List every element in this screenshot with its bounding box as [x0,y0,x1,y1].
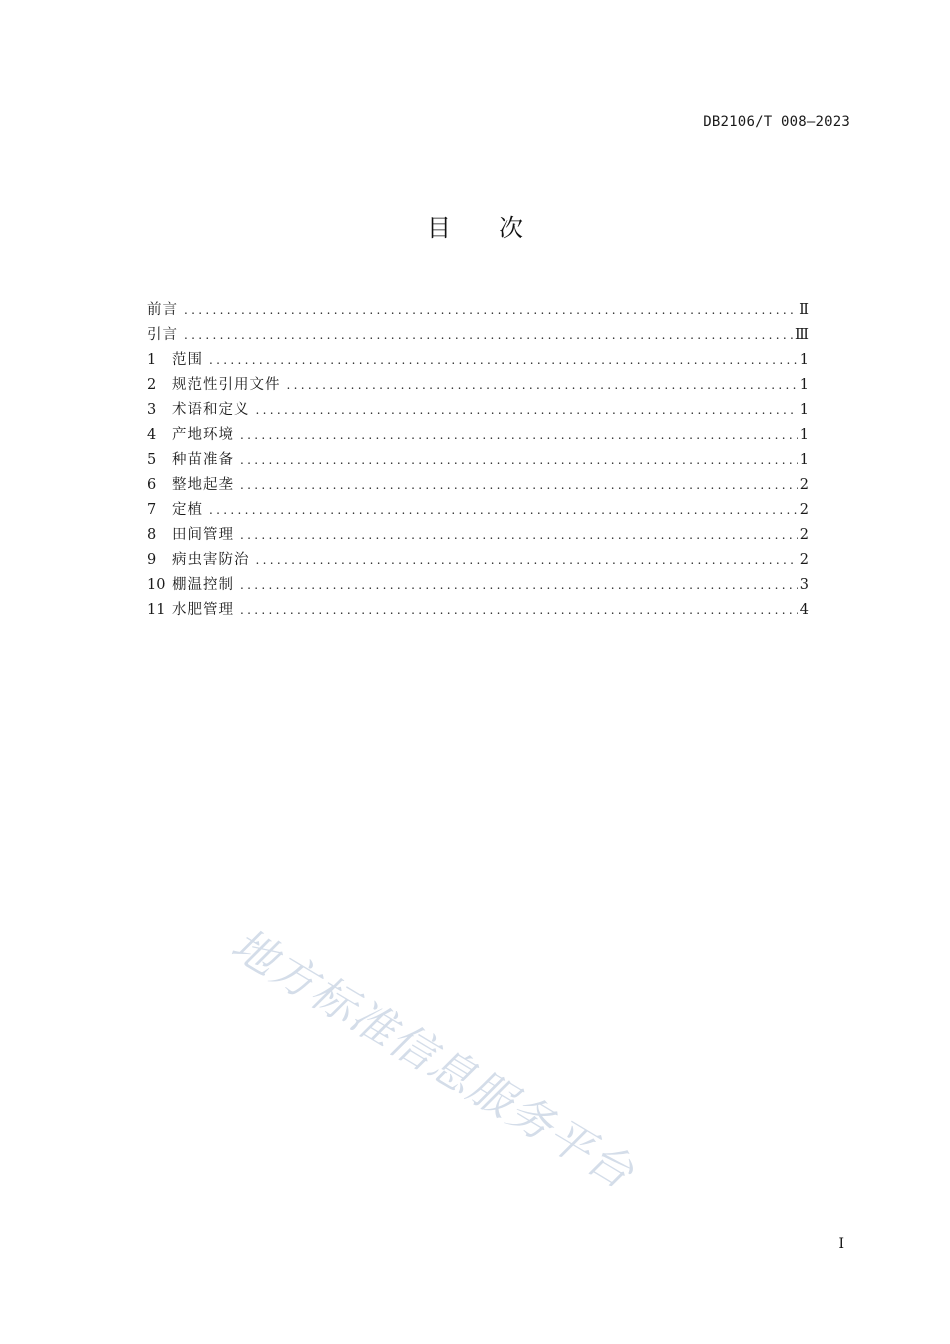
toc-entry-page: 1 [799,427,809,443]
toc-entry-number: 4 [147,427,157,443]
dot-leader [240,423,798,448]
toc-entry-number: 8 [147,527,157,543]
dot-leader [240,598,798,623]
toc-entry-label: 田间管理 [172,527,234,543]
watermark: 地方标准信息服务平台 [222,918,644,1200]
dot-leader [209,498,798,523]
toc-entry-label: 病虫害防治 [172,552,250,568]
toc-entry-page: 1 [799,452,809,468]
dot-leader [256,548,798,573]
dot-leader [240,473,798,498]
toc-entry-label: 引言 [147,327,178,343]
toc-entry-page: 2 [799,502,809,518]
toc-entry-number: 5 [147,452,157,468]
toc-entry-label: 规范性引用文件 [172,377,281,393]
toc-entry-number: 2 [147,377,157,393]
toc-entry-foreword[interactable] [147,298,809,323]
toc-entry-page: Ⅱ [799,302,809,318]
page-number: I [838,1236,844,1252]
toc-entry-page: 1 [799,402,809,418]
toc-entry-page: 2 [799,477,809,493]
toc-entry-page: 1 [799,377,809,393]
toc-entry-6[interactable] [147,473,809,498]
toc-entry-label: 种苗准备 [172,452,234,468]
toc-entry-4[interactable] [147,423,809,448]
toc-entry-page: 4 [799,602,809,618]
dot-leader [209,348,798,373]
toc-entry-label: 前言 [147,302,178,318]
toc-entry-page: 2 [799,552,809,568]
toc-entry-label: 棚温控制 [172,577,234,593]
toc-entry-3[interactable] [147,398,809,423]
toc-entry-page: 3 [799,577,809,593]
toc-entry-11[interactable] [147,598,809,623]
toc-entry-page: Ⅲ [795,327,809,343]
toc-entry-introduction[interactable] [147,323,809,348]
toc-entry-9[interactable] [147,548,809,573]
toc-entry-label: 定植 [172,502,203,518]
toc-entry-2[interactable] [147,373,809,398]
toc-entry-page: 1 [799,352,809,368]
toc-entry-5[interactable] [147,448,809,473]
toc-entry-label: 术语和定义 [172,402,250,418]
toc-entry-7[interactable] [147,498,809,523]
toc-entry-number: 11 [147,602,166,618]
toc-entry-number: 10 [147,577,166,593]
table-of-contents [147,298,809,623]
toc-entry-page: 2 [799,527,809,543]
toc-entry-number: 9 [147,552,157,568]
dot-leader [256,398,798,423]
page-title: 目次 [427,214,571,242]
dot-leader [287,373,798,398]
dot-leader [184,323,793,348]
toc-entry-number: 6 [147,477,157,493]
document-code: DB2106/T 008—2023 [703,114,850,130]
toc-entry-10[interactable] [147,573,809,598]
dot-leader [240,573,798,598]
toc-entry-label: 整地起垄 [172,477,234,493]
dot-leader [184,298,797,323]
toc-entry-8[interactable] [147,523,809,548]
dot-leader [240,523,798,548]
toc-entry-label: 产地环境 [172,427,234,443]
toc-entry-number: 7 [147,502,157,518]
toc-entry-1[interactable] [147,348,809,373]
toc-entry-number: 3 [147,402,157,418]
toc-entry-label: 范围 [172,352,203,368]
toc-entry-label: 水肥管理 [172,602,234,618]
toc-entry-number: 1 [147,352,157,368]
dot-leader [240,448,798,473]
